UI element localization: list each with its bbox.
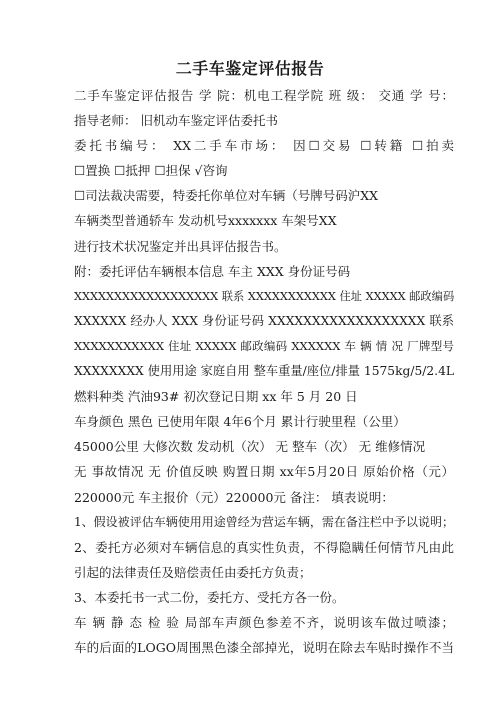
text-line-12: XXXXXXXX 使用用途 家庭自用 整车重量/座位/排量 1575kg/5/2.4L: [74, 364, 454, 379]
text-line-7: 进行技术状况鉴定并出具评估报告书。: [74, 238, 287, 254]
text-line-2: 指导老师： 旧机动车鉴定评估委托书: [74, 113, 278, 129]
text-line-21: 3、本委托书一式二份，委托方、受托方各一份。: [74, 589, 345, 605]
text-line-4: ☐置换 ☐抵押 ☐担保 √咨询: [74, 163, 228, 179]
text-line-6: 车辆类型普通轿车 发动机号xxxxxxx 车架号XX: [74, 213, 337, 229]
document-title: 二手车鉴定评估报告: [175, 59, 325, 78]
document-body: [74, 83, 454, 660]
text-line-18: 1、假设被评估车辆使用用途曾经为营运车辆，需在备注栏中予以说明；: [74, 514, 454, 529]
text-line-3: 委托书编号： XX二手车市场： 因☐交易 ☐转籍 ☐拍卖: [74, 138, 454, 154]
text-line-8: 附：委托评估车辆根本信息 车主 XXX 身份证号码: [74, 263, 351, 279]
text-line-9: XXXXXXXXXXXXXXXXXX 联系 XXXXXXXXXXX 住址 XXXXX 邮政编码: [74, 289, 454, 303]
text-line-20: 引起的法律责任及赔偿责任由委托方负责；: [74, 564, 312, 580]
text-line-22: 车 辆 静 态 检 验 局部车声颜色参差不齐，说明该车做过喷漆；: [74, 614, 454, 630]
text-line-15: 45000公里 大修次数 发动机（次） 无 整车（次） 无 维修情况: [74, 439, 426, 455]
text-line-11: XXXXXXXXXXX 住址 XXXXX 邮政编码 XXXXXX 车 辆 情 况 厂牌型号: [74, 338, 454, 353]
text-line-17: 220000元 车主报价（元）220000元 备注： 填表说明：: [74, 489, 394, 505]
text-line-5: ☐司法裁决需要，特委托你单位对车辆（号牌号码沪XX: [74, 188, 379, 204]
text-line-13: 燃料种类 汽油93# 初次登记日期 xx 年 5 月 20 日: [74, 389, 358, 405]
text-line-23: 车的后面的LOGO周围黑色漆全部掉光，说明在除去车贴时操作不当: [74, 640, 454, 656]
text-line-16: 无 事故情况 无 价值反映 购置日期 xx年5月20日 原始价格（元）: [74, 464, 454, 480]
text-line-19: 2、委托方必须对车辆信息的真实性负责，不得隐瞒任何情节凡由此: [74, 539, 454, 555]
text-line-10: XXXXXX 经办人 XXX 身份证号码 XXXXXXXXXXXXXXXXXX 联系: [74, 313, 454, 328]
text-line-14: 车身颜色 黑色 已使用年限 4年6个月 累计行驶里程（公里）: [74, 414, 406, 430]
text-line-1: 二手车鉴定评估报告 学 院：机电工程学院 班 级： 交通 学 号：: [74, 88, 454, 103]
